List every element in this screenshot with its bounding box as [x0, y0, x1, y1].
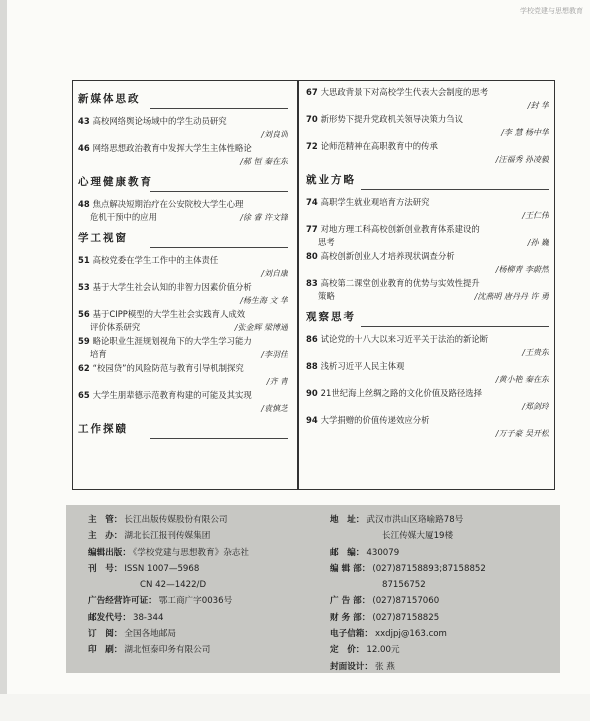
entry-title-line	[78, 281, 288, 294]
section-heading: 心理健康教育	[78, 174, 288, 192]
section-heading: 观察思考	[306, 309, 549, 327]
entry-page-number: 77	[306, 224, 318, 234]
info-value: 38-344	[132, 612, 164, 623]
info-label: 编 辑 部：	[330, 563, 371, 574]
info-value: 湖北长江报刊传媒集团	[124, 531, 211, 542]
info-value: 长江出版传媒股份有限公司	[124, 515, 228, 525]
entry-authors: /沈燕明 唐丹丹 许 勇	[474, 292, 549, 301]
entry-title: 大思政背景下对高校学生代表大会制度的思考	[320, 87, 489, 97]
entry-title-line2: 培育	[90, 349, 107, 359]
entry-title-continued	[78, 348, 288, 361]
info-label: 广 告 部：	[330, 596, 371, 607]
info-value: (027)87158825	[372, 612, 440, 623]
info-value: 《学校党建与思想教育》杂志社	[132, 547, 249, 558]
info-label: 邮发代号：	[88, 612, 131, 623]
entry-title-line	[306, 414, 549, 427]
entry-page-number: 53	[78, 282, 90, 292]
info-row	[88, 610, 318, 626]
entry-page-number: 62	[78, 363, 90, 373]
entry-authors: /郝 恒 秦在东	[240, 157, 288, 166]
info-value-continued: 87156752	[382, 580, 426, 591]
entry-authors: /万子豪 吴开松	[495, 429, 549, 438]
entry-authors: /郑剑玲	[522, 402, 549, 411]
info-value: 鄂工商广字0036号	[158, 596, 233, 607]
contents-entry	[306, 333, 549, 359]
entry-title: 对地方理工科高校创新创业教育体系建设的	[320, 224, 480, 234]
entry-authors: /杨柳青 李蔚然	[495, 265, 549, 274]
entry-title-line	[306, 196, 549, 209]
info-value: 12.00元	[366, 645, 400, 656]
entry-title: 略论职业生涯规划视角下的大学生学习能力	[92, 336, 252, 346]
contents-entry	[306, 113, 549, 139]
entry-title: 试论党的十八大以来习近平关于法治的新论断	[320, 334, 489, 344]
info-value-continued: 长江传媒大厦19楼	[382, 531, 454, 542]
info-value: 全国各地邮局	[124, 629, 176, 640]
info-row	[330, 561, 550, 594]
info-value: (027)87158893;87158852	[372, 563, 486, 574]
entry-page-number: 86	[306, 334, 318, 344]
info-label: 主 办：	[88, 531, 123, 542]
entry-authors: /王贵东	[522, 348, 549, 357]
entry-title: 网络思想政治教育中发挥大学生主体性略论	[92, 143, 252, 153]
entry-authors: /王仁伟	[522, 211, 549, 220]
entry-title-line	[78, 389, 288, 402]
section-heading: 新媒体思政	[78, 91, 288, 109]
contents-entry	[306, 414, 549, 440]
info-row	[88, 512, 318, 528]
contents-right-column	[306, 85, 549, 485]
publication-info-right	[330, 512, 550, 675]
publication-info-left	[88, 512, 318, 659]
contents-entry	[306, 277, 549, 303]
entry-title-line	[78, 198, 288, 211]
entry-authors: /汪福秀 孙凌毅	[495, 155, 549, 164]
entry-title-line2: 危机干预中的应用	[90, 212, 157, 222]
info-value: (027)87157060	[372, 596, 440, 607]
entry-title: 高校第二课堂创业教育的优势与实效性提升	[320, 278, 480, 288]
info-row	[88, 545, 318, 561]
contents-entry	[306, 86, 549, 112]
entry-title-line	[306, 250, 549, 263]
page-edge-shadow	[0, 0, 7, 721]
entry-title: 论师范精神在高职教育中的传承	[320, 141, 438, 151]
entry-authors: /杨生海 文 华	[240, 296, 288, 305]
info-row	[88, 626, 318, 642]
entry-title-continued	[306, 236, 549, 249]
entry-authors: /徐 睿 许文锋	[240, 213, 288, 222]
contents-entry	[306, 387, 549, 413]
contents-entry	[78, 115, 288, 141]
column-divider	[297, 80, 299, 490]
entry-title-line	[306, 86, 549, 99]
entry-authors: /刘自康	[261, 269, 288, 278]
entry-title: 高校党委在学生工作中的主体责任	[92, 255, 219, 265]
entry-title-line	[306, 223, 549, 236]
contents-entry	[78, 254, 288, 280]
entry-title: “校园贷”的风险防范与教育引导机制探究	[92, 363, 244, 373]
section-heading: 学工视窗	[78, 230, 288, 248]
entry-authors: /齐 青	[266, 377, 288, 386]
entry-title-line	[78, 142, 288, 155]
info-row	[330, 593, 550, 609]
entry-authors: /袁慎芝	[261, 404, 288, 413]
entry-title-line	[306, 140, 549, 153]
contents-entry	[78, 308, 288, 334]
entry-authors: /张金辉 梁博通	[234, 323, 288, 332]
entry-title: 浅析习近平人民主体观	[320, 361, 405, 371]
contents-left-column	[78, 85, 288, 485]
contents-entry	[306, 360, 549, 386]
entry-authors: /孙 巍	[527, 238, 549, 247]
entry-page-number: 70	[306, 114, 318, 124]
page-bottom-margin	[0, 694, 590, 721]
info-value: 430079	[366, 547, 400, 558]
entry-authors: /封 华	[527, 101, 549, 110]
info-row	[330, 545, 550, 561]
entry-title-line	[78, 335, 288, 348]
section-heading: 工作探赜	[78, 421, 288, 439]
entry-title-line	[78, 115, 288, 128]
info-label: 邮 编：	[330, 547, 365, 558]
entry-title-line2: 思考	[318, 237, 335, 247]
entry-title-line	[78, 362, 288, 375]
info-row	[330, 659, 550, 675]
entry-authors: /刘良训	[261, 130, 288, 139]
running-head: 学校党建与思想教育	[520, 7, 583, 15]
info-row	[88, 642, 318, 658]
info-label: 主 管：	[88, 515, 123, 525]
entry-page-number: 48	[78, 199, 90, 209]
entry-page-number: 67	[306, 87, 318, 97]
entry-title: 高职学生就业观培育方法研究	[320, 197, 430, 207]
info-label: 地 址：	[330, 515, 365, 525]
entry-title: 大学捐赠的价值传递效应分析	[320, 415, 430, 425]
contents-entry	[78, 389, 288, 415]
contents-entry	[78, 335, 288, 361]
entry-page-number: 74	[306, 197, 318, 207]
info-row	[330, 642, 550, 658]
contents-entry	[78, 142, 288, 168]
entry-page-number: 59	[78, 336, 90, 346]
entry-title: 高校网络舆论场域中的学生动员研究	[92, 116, 227, 126]
info-row	[88, 528, 318, 544]
info-label: 订 阅：	[88, 629, 123, 640]
entry-title: 21世纪海上丝绸之路的文化价值及路径选择	[320, 388, 483, 398]
info-row	[330, 610, 550, 626]
contents-entry	[78, 281, 288, 307]
info-row	[88, 561, 318, 594]
info-label: 印 刷：	[88, 645, 123, 656]
entry-title-continued	[306, 290, 549, 303]
info-label: 财 务 部：	[330, 612, 371, 623]
contents-entry	[78, 198, 288, 224]
entry-authors: /黄小艳 秦在东	[495, 375, 549, 384]
entry-page-number: 80	[306, 251, 318, 261]
entry-title-line	[306, 387, 549, 400]
contents-entry	[306, 140, 549, 166]
info-value: 武汉市洪山区珞喻路78号	[366, 515, 464, 525]
entry-title-continued	[78, 321, 288, 334]
entry-page-number: 90	[306, 388, 318, 398]
info-value-continued: CN 42—1422/D	[140, 580, 207, 591]
section-heading: 就业方略	[306, 172, 549, 190]
info-row	[330, 512, 550, 545]
entry-title-line	[306, 277, 549, 290]
contents-entry	[78, 362, 288, 388]
info-value: 湖北恒泰印务有限公司	[124, 645, 211, 656]
entry-title: 基于CIPP模型的大学生社会实践育人成效	[92, 309, 246, 319]
info-label: 定 价：	[330, 645, 365, 656]
info-label: 电子信箱：	[330, 629, 373, 640]
entry-title-line	[306, 113, 549, 126]
entry-page-number: 51	[78, 255, 90, 265]
entry-page-number: 56	[78, 309, 90, 319]
info-value: 张 燕	[374, 661, 395, 672]
entry-title-line	[78, 308, 288, 321]
info-label: 封面设计：	[330, 661, 373, 672]
entry-page-number: 72	[306, 141, 318, 151]
entry-title-line	[306, 360, 549, 373]
info-row	[88, 593, 318, 609]
entry-title-line	[306, 333, 549, 346]
info-label: 编辑出版：	[88, 547, 131, 558]
info-value: ISSN 1007—5968	[124, 563, 200, 574]
entry-page-number: 83	[306, 278, 318, 288]
info-label: 广告经营许可证：	[88, 596, 157, 607]
entry-page-number: 46	[78, 143, 90, 153]
entry-title-continued	[78, 211, 288, 224]
entry-title: 高校创新创业人才培养现状调查分析	[320, 251, 455, 261]
contents-entry	[306, 250, 549, 276]
entry-title-line2: 策略	[318, 291, 335, 301]
contents-entry	[306, 196, 549, 222]
entry-page-number: 94	[306, 415, 318, 425]
entry-title-line	[78, 254, 288, 267]
entry-page-number: 43	[78, 116, 90, 126]
info-row	[330, 626, 550, 642]
entry-title-line2: 评价体系研究	[90, 322, 141, 332]
entry-title: 新形势下提升党政机关领导决策力刍议	[320, 114, 464, 124]
entry-title: 大学生朋辈德示范教育构建的可能及其实现	[92, 390, 252, 400]
entry-page-number: 88	[306, 361, 318, 371]
entry-page-number: 65	[78, 390, 90, 400]
entry-title: 焦点解决短期治疗在公安院校大学生心理	[92, 199, 244, 209]
contents-entry	[306, 223, 549, 249]
info-label: 刊 号：	[88, 563, 123, 574]
entry-authors: /李羽佳	[261, 350, 288, 359]
entry-title: 基于大学生社会认知的非智力因素价值分析	[92, 282, 252, 292]
entry-authors: /李 慧 杨中华	[501, 128, 549, 137]
info-value: xxdjpj@163.com	[374, 629, 447, 640]
